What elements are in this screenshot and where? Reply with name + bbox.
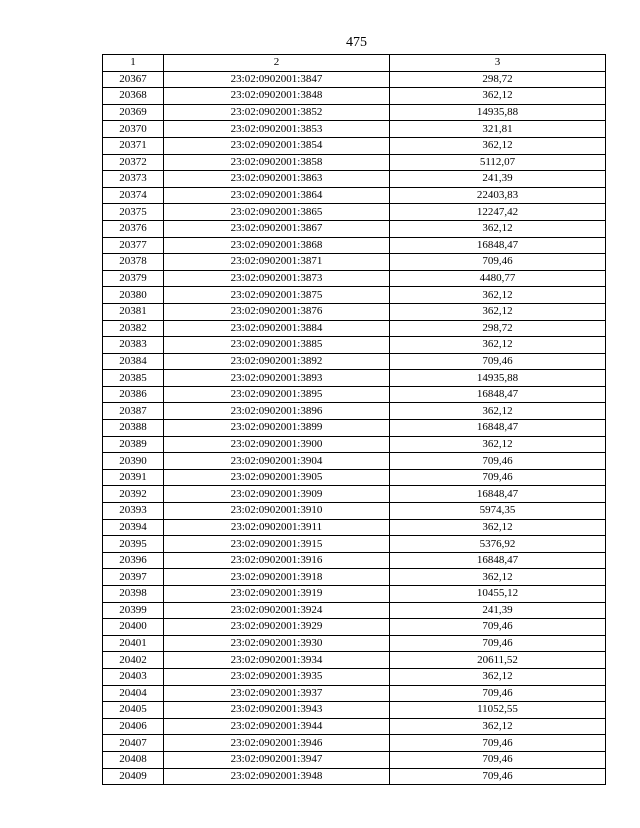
cadastral-number-cell: 23:02:0902001:3937 [164, 685, 390, 702]
row-number-cell: 20388 [103, 420, 164, 437]
cadastral-number-cell: 23:02:0902001:3947 [164, 751, 390, 768]
value-cell: 14935,88 [390, 370, 606, 387]
value-cell: 5974,35 [390, 503, 606, 520]
page-number: 475 [346, 35, 367, 50]
cadastral-number-cell: 23:02:0902001:3848 [164, 88, 390, 105]
row-number-cell: 20373 [103, 171, 164, 188]
row-number-cell: 20385 [103, 370, 164, 387]
table-row [103, 702, 606, 719]
table-row [103, 552, 606, 569]
cadastral-number-cell: 23:02:0902001:3867 [164, 220, 390, 237]
value-cell: 16848,47 [390, 420, 606, 437]
row-number-cell: 20375 [103, 204, 164, 221]
table-row [103, 204, 606, 221]
row-number-cell: 20401 [103, 635, 164, 652]
column-header-3: 3 [390, 55, 606, 72]
cadastral-number-cell: 23:02:0902001:3919 [164, 586, 390, 603]
row-number-cell: 20367 [103, 71, 164, 88]
row-number-cell: 20398 [103, 586, 164, 603]
value-cell: 362,12 [390, 287, 606, 304]
table-row [103, 254, 606, 271]
table-row [103, 171, 606, 188]
cadastral-number-cell: 23:02:0902001:3858 [164, 154, 390, 171]
value-cell: 362,12 [390, 137, 606, 154]
cadastral-number-cell: 23:02:0902001:3875 [164, 287, 390, 304]
row-number-cell: 20382 [103, 320, 164, 337]
table-row [103, 503, 606, 520]
cadastral-number-cell: 23:02:0902001:3864 [164, 187, 390, 204]
row-number-cell: 20377 [103, 237, 164, 254]
table-row [103, 685, 606, 702]
table-row [103, 519, 606, 536]
value-cell: 709,46 [390, 453, 606, 470]
cadastral-number-cell: 23:02:0902001:3885 [164, 337, 390, 354]
cadastral-number-cell: 23:02:0902001:3924 [164, 602, 390, 619]
cadastral-number-cell: 23:02:0902001:3863 [164, 171, 390, 188]
cadastral-number-cell: 23:02:0902001:3884 [164, 320, 390, 337]
table-row [103, 303, 606, 320]
table-row [103, 121, 606, 138]
value-cell: 709,46 [390, 469, 606, 486]
cadastral-number-cell: 23:02:0902001:3871 [164, 254, 390, 271]
row-number-cell: 20400 [103, 619, 164, 636]
table-row [103, 353, 606, 370]
cadastral-number-cell: 23:02:0902001:3943 [164, 702, 390, 719]
column-header-2: 2 [164, 55, 390, 72]
row-number-cell: 20389 [103, 436, 164, 453]
cadastral-number-cell: 23:02:0902001:3916 [164, 552, 390, 569]
table-row [103, 137, 606, 154]
value-cell: 241,39 [390, 171, 606, 188]
table-row [103, 635, 606, 652]
row-number-cell: 20395 [103, 536, 164, 553]
data-table [102, 54, 606, 785]
cadastral-number-cell: 23:02:0902001:3935 [164, 668, 390, 685]
row-number-cell: 20387 [103, 403, 164, 420]
row-number-cell: 20381 [103, 303, 164, 320]
cadastral-number-cell: 23:02:0902001:3930 [164, 635, 390, 652]
table-row [103, 668, 606, 685]
table-row [103, 536, 606, 553]
cadastral-number-cell: 23:02:0902001:3918 [164, 569, 390, 586]
table-row [103, 220, 606, 237]
row-number-cell: 20409 [103, 768, 164, 785]
cadastral-number-cell: 23:02:0902001:3853 [164, 121, 390, 138]
value-cell: 362,12 [390, 668, 606, 685]
row-number-cell: 20391 [103, 469, 164, 486]
row-number-cell: 20371 [103, 137, 164, 154]
value-cell: 298,72 [390, 71, 606, 88]
row-number-cell: 20397 [103, 569, 164, 586]
row-number-cell: 20393 [103, 503, 164, 520]
table-row [103, 287, 606, 304]
table-row [103, 453, 606, 470]
value-cell: 5376,92 [390, 536, 606, 553]
row-number-cell: 20374 [103, 187, 164, 204]
cadastral-number-cell: 23:02:0902001:3910 [164, 503, 390, 520]
row-number-cell: 20372 [103, 154, 164, 171]
row-number-cell: 20384 [103, 353, 164, 370]
cadastral-number-cell: 23:02:0902001:3847 [164, 71, 390, 88]
value-cell: 362,12 [390, 303, 606, 320]
value-cell: 709,46 [390, 735, 606, 752]
value-cell: 362,12 [390, 436, 606, 453]
row-number-cell: 20379 [103, 270, 164, 287]
value-cell: 709,46 [390, 254, 606, 271]
value-cell: 362,12 [390, 88, 606, 105]
table-row [103, 71, 606, 88]
table-row [103, 751, 606, 768]
row-number-cell: 20370 [103, 121, 164, 138]
table-row [103, 619, 606, 636]
table-header-row [103, 55, 606, 72]
table-row [103, 320, 606, 337]
cadastral-number-cell: 23:02:0902001:3865 [164, 204, 390, 221]
cadastral-number-cell: 23:02:0902001:3934 [164, 652, 390, 669]
cadastral-number-cell: 23:02:0902001:3904 [164, 453, 390, 470]
cadastral-number-cell: 23:02:0902001:3948 [164, 768, 390, 785]
cadastral-number-cell: 23:02:0902001:3876 [164, 303, 390, 320]
cadastral-number-cell: 23:02:0902001:3895 [164, 386, 390, 403]
value-cell: 16848,47 [390, 486, 606, 503]
table-row [103, 270, 606, 287]
table-row [103, 569, 606, 586]
row-number-cell: 20369 [103, 104, 164, 121]
row-number-cell: 20383 [103, 337, 164, 354]
table-row [103, 652, 606, 669]
table-row [103, 403, 606, 420]
table-row [103, 386, 606, 403]
value-cell: 11052,55 [390, 702, 606, 719]
cadastral-number-cell: 23:02:0902001:3905 [164, 469, 390, 486]
table-row [103, 420, 606, 437]
table-row [103, 237, 606, 254]
cadastral-number-cell: 23:02:0902001:3892 [164, 353, 390, 370]
cadastral-number-cell: 23:02:0902001:3873 [164, 270, 390, 287]
cadastral-number-cell: 23:02:0902001:3915 [164, 536, 390, 553]
value-cell: 5112,07 [390, 154, 606, 171]
table-row [103, 370, 606, 387]
cadastral-number-cell: 23:02:0902001:3900 [164, 436, 390, 453]
value-cell: 362,12 [390, 569, 606, 586]
row-number-cell: 20386 [103, 386, 164, 403]
table-row [103, 602, 606, 619]
table-row [103, 187, 606, 204]
cadastral-number-cell: 23:02:0902001:3896 [164, 403, 390, 420]
value-cell: 709,46 [390, 685, 606, 702]
value-cell: 362,12 [390, 337, 606, 354]
value-cell: 362,12 [390, 403, 606, 420]
table-row [103, 735, 606, 752]
cadastral-number-cell: 23:02:0902001:3893 [164, 370, 390, 387]
cadastral-number-cell: 23:02:0902001:3944 [164, 718, 390, 735]
value-cell: 12247,42 [390, 204, 606, 221]
table-row [103, 469, 606, 486]
table-row [103, 337, 606, 354]
row-number-cell: 20407 [103, 735, 164, 752]
row-number-cell: 20406 [103, 718, 164, 735]
row-number-cell: 20376 [103, 220, 164, 237]
table-row [103, 586, 606, 603]
value-cell: 709,46 [390, 768, 606, 785]
table-row [103, 436, 606, 453]
value-cell: 709,46 [390, 751, 606, 768]
value-cell: 362,12 [390, 519, 606, 536]
table-row [103, 88, 606, 105]
cadastral-number-cell: 23:02:0902001:3852 [164, 104, 390, 121]
row-number-cell: 20396 [103, 552, 164, 569]
row-number-cell: 20390 [103, 453, 164, 470]
row-number-cell: 20408 [103, 751, 164, 768]
row-number-cell: 20404 [103, 685, 164, 702]
table-row [103, 486, 606, 503]
value-cell: 241,39 [390, 602, 606, 619]
value-cell: 20611,52 [390, 652, 606, 669]
cadastral-number-cell: 23:02:0902001:3909 [164, 486, 390, 503]
table-row [103, 104, 606, 121]
value-cell: 16848,47 [390, 552, 606, 569]
value-cell: 16848,47 [390, 386, 606, 403]
row-number-cell: 20403 [103, 668, 164, 685]
row-number-cell: 20394 [103, 519, 164, 536]
value-cell: 709,46 [390, 353, 606, 370]
row-number-cell: 20368 [103, 88, 164, 105]
row-number-cell: 20380 [103, 287, 164, 304]
value-cell: 14935,88 [390, 104, 606, 121]
row-number-cell: 20402 [103, 652, 164, 669]
cadastral-number-cell: 23:02:0902001:3854 [164, 137, 390, 154]
value-cell: 10455,12 [390, 586, 606, 603]
row-number-cell: 20399 [103, 602, 164, 619]
table-row [103, 768, 606, 785]
value-cell: 4480,77 [390, 270, 606, 287]
column-header-1: 1 [103, 55, 164, 72]
cadastral-number-cell: 23:02:0902001:3946 [164, 735, 390, 752]
cadastral-number-cell: 23:02:0902001:3899 [164, 420, 390, 437]
value-cell: 362,12 [390, 718, 606, 735]
table-row [103, 718, 606, 735]
value-cell: 321,81 [390, 121, 606, 138]
value-cell: 22403,83 [390, 187, 606, 204]
row-number-cell: 20405 [103, 702, 164, 719]
table-body [103, 71, 606, 785]
value-cell: 362,12 [390, 220, 606, 237]
value-cell: 709,46 [390, 619, 606, 636]
value-cell: 298,72 [390, 320, 606, 337]
cadastral-number-cell: 23:02:0902001:3911 [164, 519, 390, 536]
row-number-cell: 20378 [103, 254, 164, 271]
table-row [103, 154, 606, 171]
value-cell: 16848,47 [390, 237, 606, 254]
value-cell: 709,46 [390, 635, 606, 652]
row-number-cell: 20392 [103, 486, 164, 503]
cadastral-number-cell: 23:02:0902001:3868 [164, 237, 390, 254]
cadastral-number-cell: 23:02:0902001:3929 [164, 619, 390, 636]
